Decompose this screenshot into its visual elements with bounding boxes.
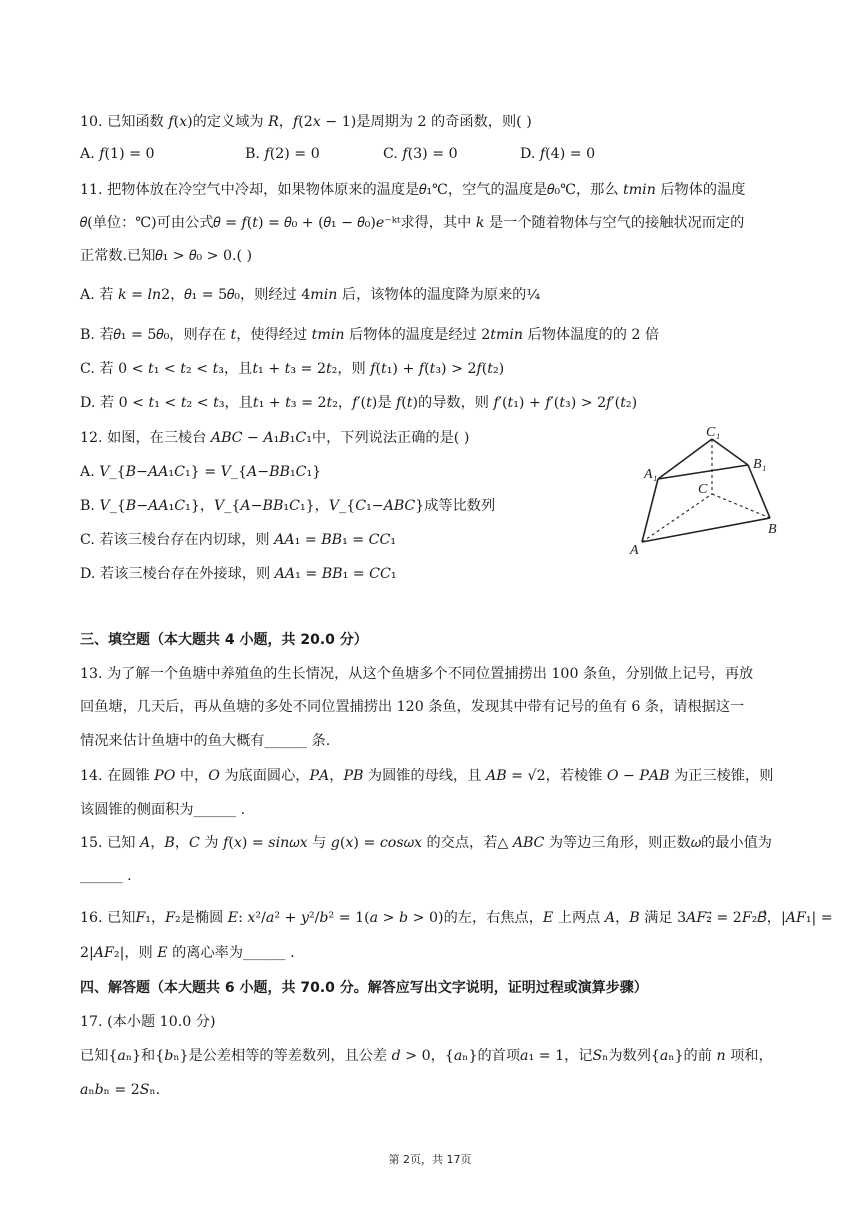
q13-line-3: 情况来估计鱼塘中的鱼大概有______ 条. (80, 733, 331, 749)
q17-line-1: 已知{𝑎ₙ}和{𝑏ₙ}是公差相等的等差数列，且公差 𝑑 > 0，{𝑎ₙ}的首项𝑎₁ = 1，记𝑆ₙ为数列{𝑎ₙ}的前 𝑛 项和， (80, 1048, 773, 1064)
q10-option-b: B. 𝑓(2) = 0 (245, 146, 320, 162)
q15-line-2: ______ . (80, 868, 132, 884)
q12-option-c: C. 若该三棱台存在内切球，则 𝐴𝐴₁ = 𝐵𝐵₁ = 𝐶𝐶₁ (80, 532, 397, 548)
section-3-heading: 三、填空题（本大题共 4 小题，共 20.0 分） (80, 632, 368, 648)
label-a: A (630, 543, 639, 558)
q13-line-1: 13. 为了解一个鱼塘中养殖鱼的生长情况，从这个鱼塘多个不同位置捕捞出 100 条鱼，分别做上记号，再放 (80, 666, 754, 682)
q12-option-b: B. 𝑉_{𝐵−𝐴𝐴₁𝐶₁}，𝑉_{𝐴−𝐵𝐵₁𝐶₁}，𝑉_{𝐶₁−𝐴𝐵𝐶}成等比数列 (80, 498, 496, 514)
frustum-figure (628, 422, 788, 560)
q17-title: 17. (本小题 10.0 分) (80, 1014, 216, 1030)
q12-option-a: A. 𝑉_{𝐵−𝐴𝐴₁𝐶₁} = 𝑉_{𝐴−𝐵𝐵₁𝐶₁} (80, 464, 322, 480)
section-4-heading: 四、解答题（本大题共 6 小题，共 70.0 分。解答应写出文字说明，证明过程或演算步骤） (80, 980, 648, 996)
q11-option-a: A. 若 𝑘 = 𝑙𝑛2，𝜃₁ = 5𝜃₀，则经过 4𝑚𝑖𝑛 后，该物体的温度降为原来的¼ (80, 287, 541, 303)
q11-option-d: D. 若 0 < 𝑡₁ < 𝑡₂ < 𝑡₃，且𝑡₁ + 𝑡₃ = 2𝑡₂，𝑓′(𝑡)是 𝑓(𝑡)的导数，则 𝑓′(𝑡₁) + 𝑓′(𝑡₃) > 2𝑓′(𝑡₂) (80, 395, 638, 411)
label-b: B (768, 522, 777, 537)
q10-option-a: A. 𝑓(1) = 0 (80, 146, 155, 162)
q14-line-1: 14. 在圆锥 𝑃𝑂 中，𝑂 为底面圆心，𝑃𝐴，𝑃𝐵 为圆锥的母线，且 𝐴𝐵 = √2，若棱锥 𝑂 − 𝑃𝐴𝐵 为正三棱锥，则 (80, 768, 774, 784)
page-footer: 第 2页，共 17页 (388, 1153, 472, 1166)
q11-line-1: 11. 把物体放在冷空气中冷却，如果物体原来的温度是𝜃₁℃，空气的温度是𝜃₀℃，那么 𝑡𝑚𝑖𝑛 后物体的温度 (80, 182, 746, 198)
q10-stem: 10. 已知函数 𝑓(𝑥)的定义域为 𝑅，𝑓(2𝑥 − 1)是周期为 2 的奇函数，则( ) (80, 114, 532, 130)
q17-line-2: 𝑎ₙ𝑏ₙ = 2𝑆ₙ. (80, 1082, 161, 1098)
q10-option-c: C. 𝑓(3) = 0 (383, 146, 458, 162)
label-c1: C₁ (706, 425, 721, 440)
q11-line-2: 𝜃(单位：℃)可由公式𝜃 = 𝑓(𝑡) = 𝜃₀ + (𝜃₁ − 𝜃₀)𝑒⁻ᵏᵗ求得，其中 𝑘 是一个随着物体与空气的接触状况而定的 (80, 215, 745, 231)
q11-option-b: B. 若𝜃₁ = 5𝜃₀，则存在 𝑡，使得经过 𝑡𝑚𝑖𝑛 后物体的温度是经过 2𝑡𝑚𝑖𝑛 后物体温度的的 2 倍 (80, 327, 660, 343)
q12-option-d: D. 若该三棱台存在外接球，则 𝐴𝐴₁ = 𝐵𝐵₁ = 𝐶𝐶₁ (80, 566, 397, 582)
q10-option-d: D. 𝑓(4) = 0 (520, 146, 596, 162)
q15-line-1: 15. 已知 𝐴，𝐵，𝐶 为 𝑓(𝑥) = 𝑠𝑖𝑛𝜔𝑥 与 𝑔(𝑥) = 𝑐𝑜𝑠𝜔𝑥 的交点，若△ 𝐴𝐵𝐶 为等边三角形，则正数𝜔的最小值为 (80, 835, 772, 851)
q11-line-3: 正常数.已知𝜃₁ > 𝜃₀ > 0.( ) (80, 248, 253, 264)
q12-stem: 12. 如图，在三棱台 𝐴𝐵𝐶 − 𝐴₁𝐵₁𝐶₁中，下列说法正确的是( ) (80, 430, 470, 446)
q13-line-2: 回鱼塘，几天后，再从鱼塘的多处不同位置捕捞出 120 条鱼，发现其中带有记号的鱼有 6 条，请根据这一 (80, 699, 745, 715)
label-a1: A₁ (644, 467, 658, 482)
q14-line-2: 该圆锥的侧面积为______ . (80, 802, 246, 818)
q16-line-1: 16. 已知𝐹₁，𝐹₂是椭圆 𝐸: 𝑥²/𝑎² + 𝑦²/𝑏² = 1(𝑎 > 𝑏 > 0)的左，右焦点，𝐸 上两点 𝐴，𝐵 满足 3𝐴𝐹₂⃗ = 2𝐹₂𝐵⃗，|𝐴𝐹₁| = (80, 910, 833, 926)
label-c: C (698, 482, 708, 497)
label-b1: B₁ (753, 457, 767, 472)
q11-option-c: C. 若 0 < 𝑡₁ < 𝑡₂ < 𝑡₃，且𝑡₁ + 𝑡₃ = 2𝑡₂，则 𝑓(𝑡₁) + 𝑓(𝑡₃) > 2𝑓(𝑡₂) (80, 361, 505, 377)
q16-line-2: 2|𝐴𝐹₂|，则 𝐸 的离心率为______ . (80, 945, 295, 961)
